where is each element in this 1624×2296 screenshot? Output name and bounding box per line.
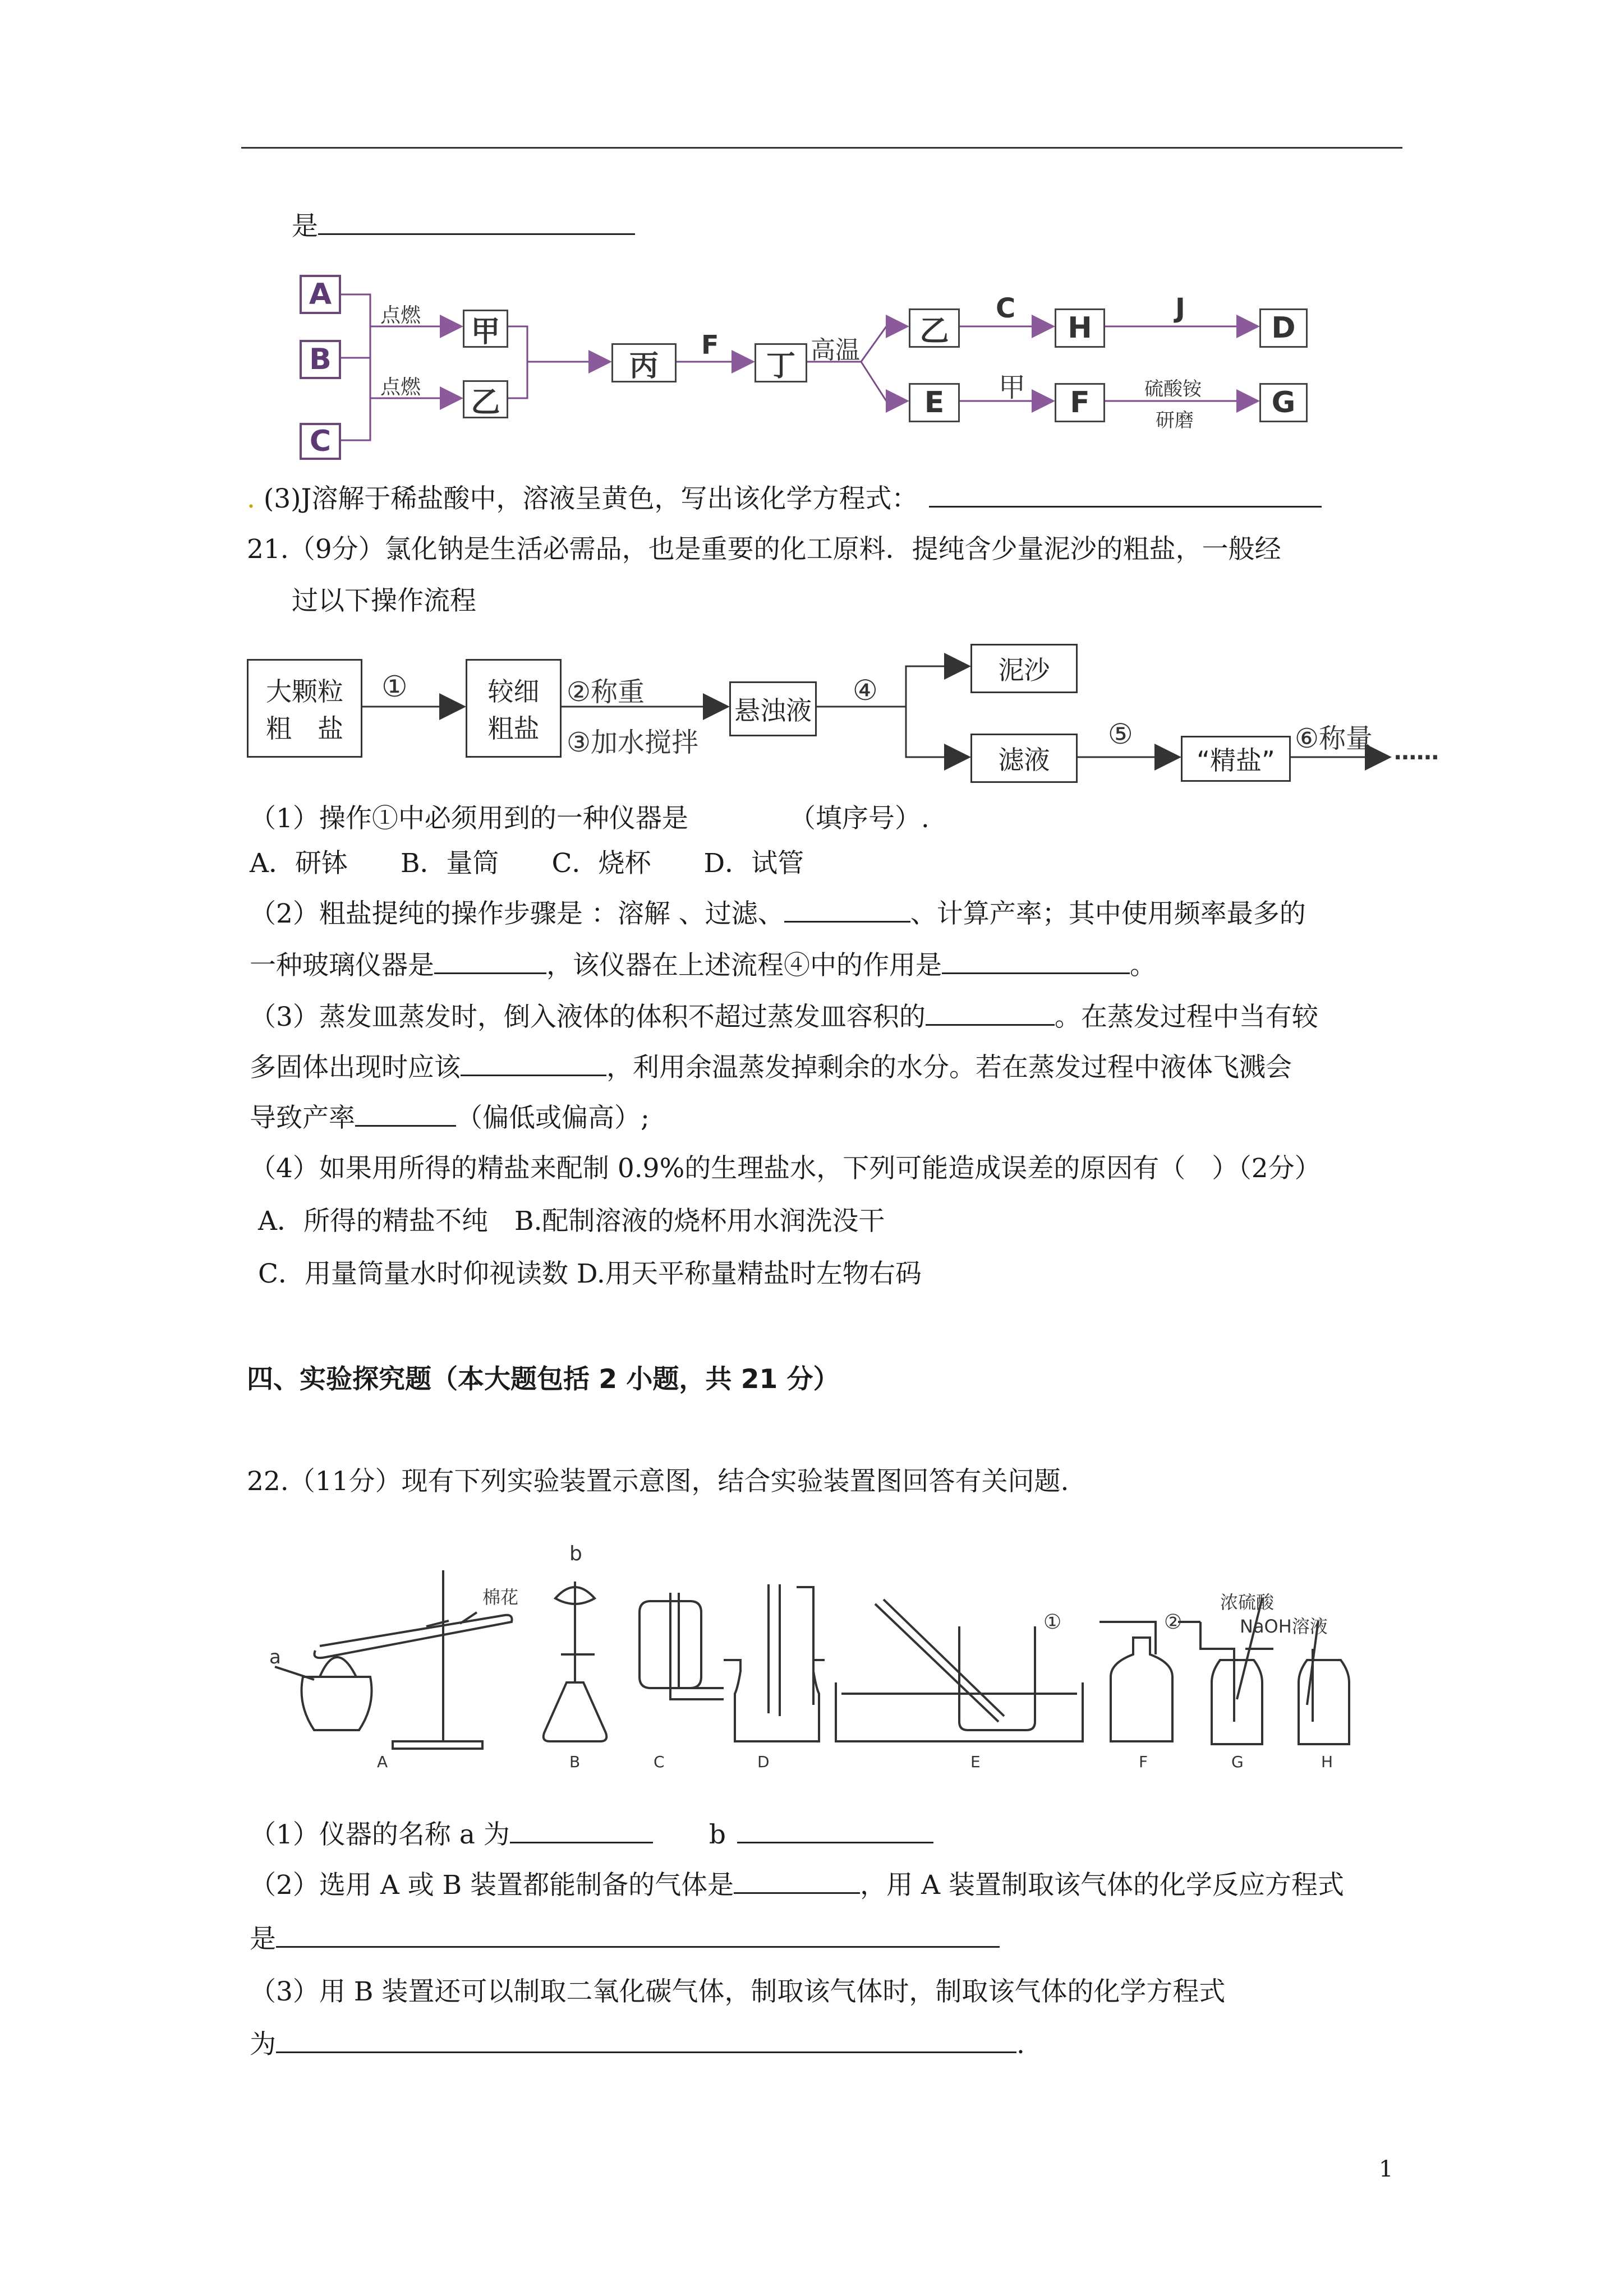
answer-blank[interactable] bbox=[276, 2027, 1016, 2053]
answer-blank[interactable] bbox=[784, 896, 910, 923]
label-cotton: 棉花 bbox=[482, 1587, 519, 1608]
node-jia: 甲 bbox=[463, 310, 508, 348]
q20-flow-diagram bbox=[297, 264, 1346, 458]
q20-sub3: . (3)J溶解于稀盐酸中，溶液呈黄色，写出该化学方程式： bbox=[247, 481, 1322, 516]
q21-sub1: （1）操作①中必须用到的一种仪器是 （填序号）. bbox=[250, 803, 930, 834]
step-6-label: ⑥称量 bbox=[1295, 723, 1373, 754]
answer-blank[interactable] bbox=[276, 1921, 1000, 1948]
answer-blank[interactable] bbox=[510, 1817, 653, 1843]
header-rule bbox=[241, 147, 1402, 149]
q21-sub2-line2: 一种玻璃仪器是 ，该仪器在上述流程④中的作用是 。 bbox=[250, 948, 1156, 983]
q22-sub2-line2: 是 bbox=[250, 1921, 1000, 1956]
step-3-label: ③加水搅拌 bbox=[567, 727, 699, 758]
arrow-label-grind: 研磨 bbox=[1156, 409, 1194, 432]
answer-blank[interactable] bbox=[734, 1868, 860, 1894]
q21-sub3-line1: （3）蒸发皿蒸发时，倒入液体的体积不超过蒸发皿容积的 。在蒸发过程中当有较 bbox=[250, 999, 1318, 1034]
q22-apparatus-figure bbox=[258, 1537, 1414, 1795]
box-fine-salt: 较细 粗盐 bbox=[466, 659, 562, 758]
flow-connectors bbox=[247, 628, 1481, 791]
label-b: b bbox=[569, 1542, 582, 1565]
box-sediment: 泥沙 bbox=[970, 644, 1078, 693]
label-tube-2: ② bbox=[1164, 1611, 1183, 1634]
section-4-heading: 四、实验探究题（本大题包括 2 小题，共 21 分） bbox=[247, 1364, 840, 1395]
step-2-label: ②称重 bbox=[567, 676, 645, 708]
label-conc-sulfuric-acid: 浓硫酸 bbox=[1220, 1592, 1275, 1613]
step-1-label: ① bbox=[381, 670, 408, 704]
node-F: F bbox=[1055, 383, 1105, 422]
answer-blank[interactable] bbox=[942, 948, 1130, 974]
node-D: D bbox=[1259, 308, 1308, 348]
arrow-label-C: C bbox=[996, 293, 1016, 324]
ellipsis: …… bbox=[1394, 739, 1439, 765]
arrow-label-F: F bbox=[701, 330, 719, 360]
q22-sub1: （1）仪器的名称 a 为 b bbox=[250, 1817, 933, 1852]
answer-blank[interactable] bbox=[318, 209, 635, 235]
page-number: 1 bbox=[1379, 2156, 1393, 2182]
node-A: A bbox=[300, 275, 341, 314]
q21-flow-diagram bbox=[247, 628, 1481, 791]
ignite-label-1: 点燃 bbox=[380, 304, 421, 327]
answer-blank[interactable] bbox=[929, 481, 1322, 508]
arrow-label-jia: 甲 bbox=[999, 372, 1026, 403]
answer-blank[interactable] bbox=[355, 1100, 456, 1127]
node-H: H bbox=[1055, 308, 1105, 348]
arrow-label-J: J bbox=[1175, 293, 1185, 324]
q21-header-cont: 过以下操作流程 bbox=[292, 585, 476, 616]
box-coarse-salt: 大颗粒 粗 盐 bbox=[247, 659, 362, 758]
q21-sub1-options: A．研钵 B．量筒 C．烧杯 D．试管 bbox=[250, 848, 804, 879]
arrow-label-sulfate: 硫酸铵 bbox=[1144, 378, 1202, 400]
label-F: F bbox=[1139, 1753, 1148, 1771]
label-D: D bbox=[757, 1753, 770, 1771]
label-C: C bbox=[654, 1753, 665, 1771]
answer-blank[interactable] bbox=[434, 948, 546, 974]
node-bing: 丙 bbox=[611, 343, 677, 382]
box-filtrate: 滤液 bbox=[970, 734, 1078, 783]
node-ding: 丁 bbox=[755, 343, 807, 382]
q21-sub3-line3: 导致产率 （偏低或偏高）; bbox=[250, 1100, 650, 1135]
node-B: B bbox=[300, 340, 341, 379]
label-naoh-solution: NaOH溶液 bbox=[1240, 1616, 1328, 1637]
label-a: a bbox=[269, 1646, 281, 1668]
arrow-label-high-temp: 高温 bbox=[811, 336, 860, 365]
label-A: A bbox=[377, 1753, 388, 1771]
q22-sub2-line1: （2）选用 A 或 B 装置都能制备的气体是 ，用 A 装置制取该气体的化学反应方程式 bbox=[250, 1868, 1344, 1902]
q21-sub4: （4）如果用所得的精盐来配制 0.9%的生理盐水，下列可能造成误差的原因有（ ）（2分） bbox=[250, 1153, 1321, 1184]
q20-answer-line: 是 bbox=[292, 209, 635, 243]
label-B: B bbox=[569, 1753, 581, 1771]
q21-sub2-line1: （2）粗盐提纯的操作步骤是 ：溶解 、过滤、 、计算产率；其中使用频率最多的 bbox=[250, 896, 1306, 931]
label-E: E bbox=[970, 1753, 981, 1771]
answer-blank[interactable] bbox=[926, 999, 1055, 1026]
node-yi2: 乙 bbox=[909, 308, 960, 348]
box-suspension: 悬浊液 bbox=[729, 681, 817, 736]
box-refined-salt: “精盐” bbox=[1181, 736, 1291, 782]
label-G: G bbox=[1231, 1753, 1244, 1771]
q22-header: 22.（11分）现有下列实验装置示意图，结合实验装置图回答有关问题. bbox=[247, 1466, 1069, 1497]
node-E: E bbox=[909, 383, 960, 422]
q21-sub4-options-cd: C．用量筒量水时仰视读数 D.用天平称量精盐时左物右码 bbox=[258, 1258, 922, 1289]
ignite-label-2: 点燃 bbox=[380, 376, 421, 399]
q22-sub3-line2: 为 . bbox=[250, 2027, 1025, 2062]
label-H: H bbox=[1321, 1753, 1333, 1771]
node-C: C bbox=[300, 423, 341, 460]
answer-blank[interactable] bbox=[737, 1817, 933, 1843]
node-yi: 乙 bbox=[463, 380, 508, 418]
q21-sub3-line2: 多固体出现时应该 ，利用余温蒸发掉剩余的水分。若在蒸发过程中液体飞溅会 bbox=[250, 1050, 1292, 1085]
label-tube-1: ① bbox=[1043, 1611, 1062, 1634]
node-G: G bbox=[1259, 383, 1308, 422]
q21-header: 21.（9分）氯化钠是生活必需品，也是重要的化工原料．提纯含少量泥沙的粗盐，一般经 bbox=[247, 534, 1281, 565]
q22-sub3-line1: （3）用 B 装置还可以制取二氧化碳气体，制取该气体时，制取该气体的化学方程式 bbox=[250, 1976, 1226, 2007]
step-5-label: ⑤ bbox=[1108, 718, 1133, 750]
step-4-label: ④ bbox=[853, 674, 878, 707]
q21-sub4-options-ab: A．所得的精盐不纯 B.配制溶液的烧杯用水润洗没干 bbox=[258, 1206, 885, 1237]
answer-blank[interactable] bbox=[461, 1050, 606, 1076]
